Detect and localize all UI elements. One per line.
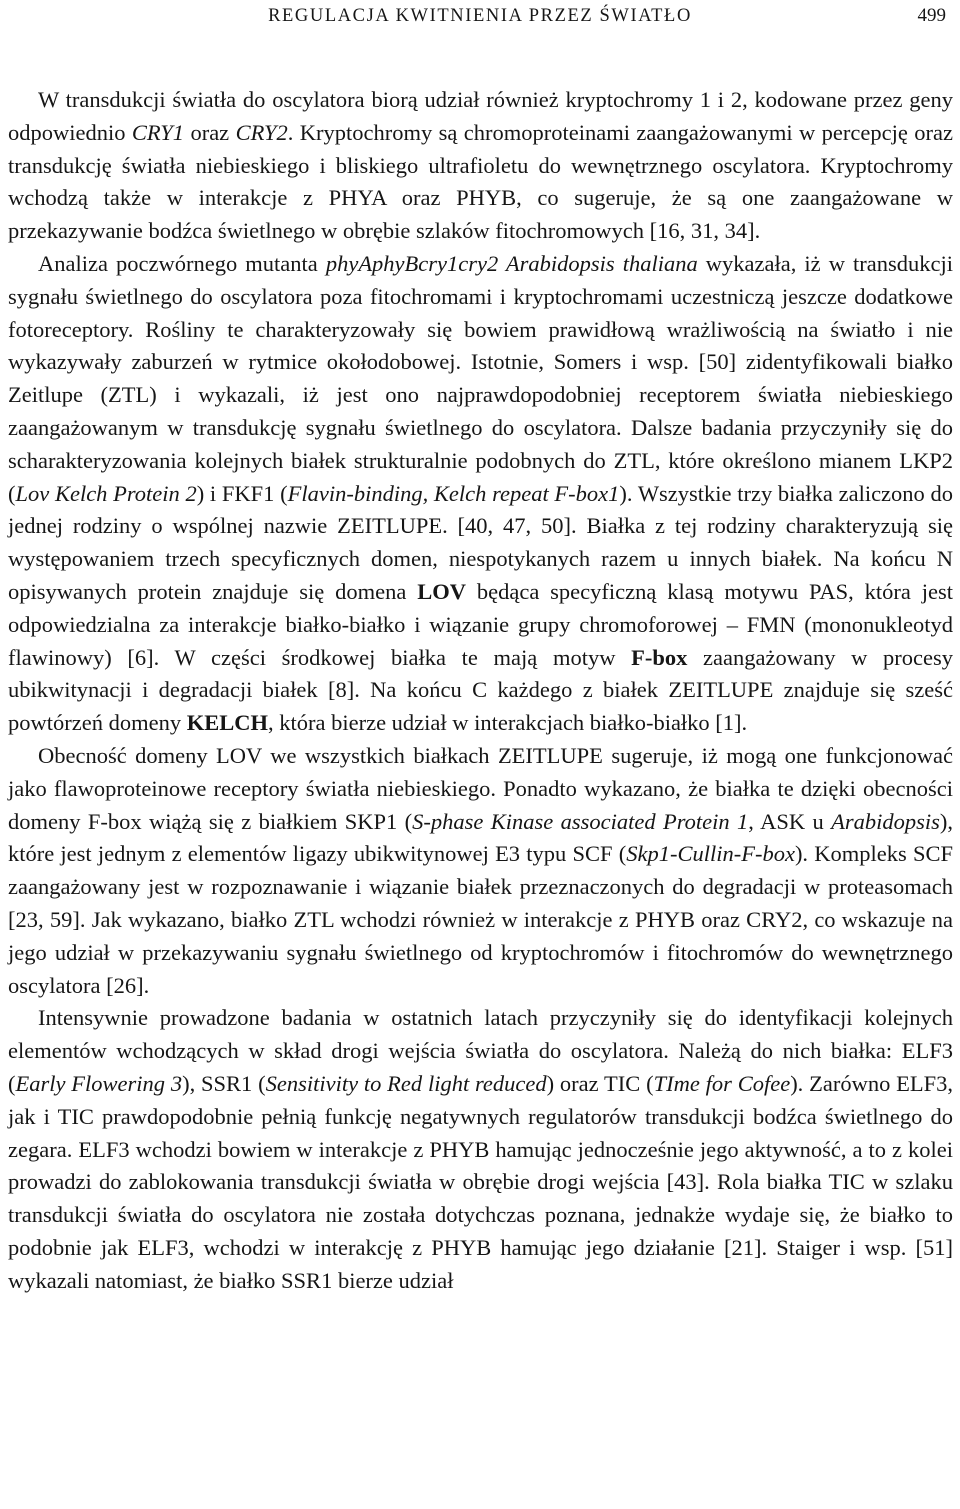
italic-run: phyAphyBcry1cry2 Arabidopsis thaliana (325, 250, 698, 276)
text-run: ) oraz TIC ( (546, 1070, 654, 1096)
italic-run: Flavin-binding, Kelch repeat F-box1 (287, 480, 620, 506)
bold-run: LOV (417, 578, 466, 604)
text-run: ). Kompleks SCF zaangażowany jest w rozpoznawanie i wiązanie białek przeznaczonych do degradacji w proteasomach [23, 59]. Jak wykazano, białko ZTL wchodzi również w interakcje z PHYB oraz CRY2, co wskazuje na jego udział w przekazywaniu sygnału świetlnego od kryptochromów i fitochromów do wewnętrznego oscylatora [26]. (8, 841, 953, 998)
text-run: wykazała, iż w transdukcji sygnału świetlnego do oscylatora poza fitochromami i kryptochromami uczestniczą jeszcze dodatkowe fotoreceptory. Rośliny te charakteryzowały się bowiem prawidłową wrażliwością na światło i nie wykazywały zaburzeń w rytmice okołodobowej. Istotnie, Somers i wsp. [50] zidentyfikowali białko Zeitlupe (ZTL) i wykazali, iż jest ono najprawdopodobniej receptorem światła niebieskiego zaangażowanym w transdukcję sygnału świetlnego do oscylatora. Dalsze badania przyczyniły się do scharakteryzowania kolejnych białek strukturalnie podobnych do ZTL, które określono mianem LKP2 ( (8, 250, 954, 506)
paragraph (8, 740, 953, 1002)
bold-run: F-box (631, 644, 688, 670)
text-run: Intensywnie prowadzone badania w ostatnich latach przyczyniły się do identyfikacji kolejnych elementów wchodzących w skład drogi wejścia światła do oscylatora. Należą do nich białka: ELF3 ( (8, 1005, 953, 1096)
text-run: Analiza poczwórnego mutanta (38, 250, 326, 276)
italic-run: S-phase Kinase associated Protein 1 (412, 808, 749, 834)
italic-run: Sensitivity to Red light reduced (265, 1070, 547, 1096)
text-run: , ASK u (748, 808, 832, 834)
italic-run: CRY2 (235, 119, 288, 145)
italic-run: Lov Kelch Protein 2 (15, 480, 197, 506)
bold-run: KELCH (186, 710, 268, 736)
text-run: będąca specyficzną klasą motywu PAS, która jest odpowiedzialna za interakcje białko-białko i wiązanie grupy chromoforowej – FMN (mononukleotyd flawinowy) [6]. W części środkowej białka te mają motyw (8, 578, 953, 670)
text-run: . Kryptochromy są chromoproteinami zaangażowanymi w percepcję oraz transdukcję światła niebieskiego i bliskiego ultrafioletu do wewnętrznego oscylatora. Kryptochromy wchodzą także w interakcje z PHYA oraz PHYB, co sugeruje, że są one zaangażowane w przekazywanie bodźca świetlnego w obrębie szlaków fitochromowych [16, 31, 34]. (8, 119, 953, 244)
paragraph (8, 84, 953, 248)
text-run: ). Zarówno ELF3, jak i TIC prawdopodobnie pełnią funkcję negatywnych regulatorów transdukcji bodźca świetlnego do zegara. ELF3 wchodzi bowiem w interakcje z PHYB hamując jednocześnie jego aktywność, a to z kolei prowadzi do zablokowania transdukcji światła w obrębie drogi wejścia [43]. Rola białka TIC w szlaku transdukcji światła do oscylatora nie została dotychczas poznana, jednakże wydaje się, że białko to podobnie jak ELF3, wchodzi w interakcję z PHYB hamując jego działanie [21]. Staiger i wsp. [51] wykazali natomiast, że białko SSR1 bierze udział (8, 1070, 954, 1293)
text-run: Obecność domeny LOV we wszystkich białkach ZEITLUPE sugeruje, iż mogą one funkcjonować jako flawoproteinowe receptory światła niebieskiego. Ponadto wykazano, że białka te dzięki obecności domeny F-box wiążą się z białkiem SKP1 ( (8, 742, 953, 834)
italic-run: Early Flowering 3 (15, 1070, 183, 1096)
text-run: , która bierze udział w interakcjach białko-białko [1]. (268, 710, 748, 736)
text-run: W transdukcji światła do oscylatora biorą udział również kryptochromy 1 i 2, kodowane przez geny odpowiednio (8, 87, 953, 145)
paragraph (8, 248, 953, 740)
page-header (10, 2, 950, 32)
paragraph (8, 1002, 953, 1297)
italic-run: Skp1-Cullin-F-box (626, 841, 795, 867)
italic-run: CRY1 (131, 119, 185, 145)
running-title: REGULACJA KWITNIENIA PRZEZ ŚWIATŁO (268, 6, 692, 26)
text-run: ). Wszystkie trzy białka zaliczono do jednej rodziny o wspólnej nazwie ZEITLUPE. [40, 47, 50]. Białka z tej rodziny charakteryzują się występowaniem trzech specyficznych domen, niespotykanych razem u innych białek. Na końcu N opisywanych protein znajduje się domena (8, 480, 953, 604)
text-run: ), SSR1 ( (182, 1070, 266, 1096)
text-run: ) i FKF1 ( (196, 480, 288, 506)
body-text (8, 84, 953, 1297)
text-run: zaangażowany w procesy ubikwitynacji i degradacji białek [8]. Na końcu C każdego z białek ZEITLUPE znajduje się sześć powtórzeń domeny (8, 644, 954, 736)
text-run: ), które jest jednym z elementów ligazy ubikwitynowej E3 typu SCF ( (8, 808, 953, 867)
italic-run: Arabidopsis (831, 808, 940, 834)
page-number: 499 (917, 5, 946, 26)
text-run: oraz (184, 119, 236, 145)
italic-run: TIme for Cofee (653, 1070, 791, 1096)
